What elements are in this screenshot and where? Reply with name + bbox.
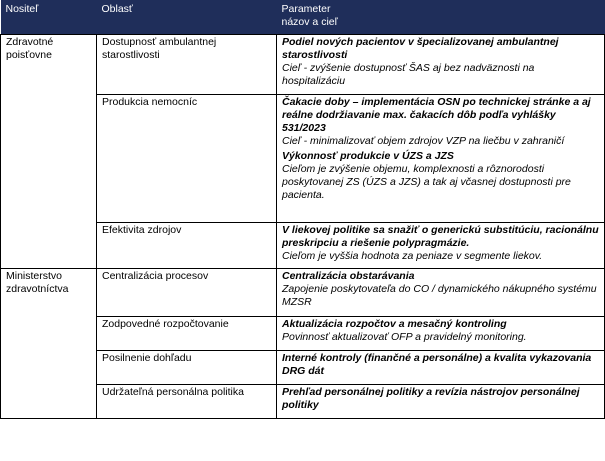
- area-cell: Produkcia nemocníc: [97, 95, 277, 223]
- parameter-title: Čakacie doby – implementácia OSN po technickej stránke a aj reálne dodržiavanie max. čakacích dôb podľa vyhlášky 531/2023: [282, 96, 591, 134]
- area-cell: Zodpovedné rozpočtovanie: [97, 317, 277, 351]
- parameter-goal: Cieľom je zvýšenie objemu, komplexnosti a rôznorodosti poskytovanej ZS (ÚZS a JZS) a tak aj včasnej dostupnosti pre pacienta.: [282, 163, 571, 201]
- parameter-cell: [277, 269, 605, 317]
- area-cell: Dostupnosť ambulantnej starostlivosti: [97, 35, 277, 95]
- parameter-goal: Povinnosť aktualizovať OFP a pravidelný monitoring.: [282, 331, 527, 343]
- parameter-cell: [277, 223, 605, 269]
- header-carrier: Nositeľ: [1, 0, 97, 35]
- parameter-cell: [277, 35, 605, 95]
- table-row: [1, 35, 605, 95]
- parameter-title: Interné kontroly (finančné a personálne) a kvalita vykazovania DRG dát: [282, 352, 592, 377]
- parameter-title: Výkonnosť produkcie v ÚZS a JZS: [282, 150, 454, 162]
- area-cell: Posilnenie dohľadu: [97, 351, 277, 385]
- parameter-goal: Zapojenie poskytovateľa do CO / dynamického nákupného systému MZSR: [282, 283, 597, 308]
- header-parameter-line2: názov a cieľ: [281, 16, 338, 28]
- parameter-title: Centralizácia obstarávania: [282, 270, 415, 282]
- parameter-goal: Cieľ - minimalizovať objem zdrojov VZP na liečbu v zahraničí: [282, 135, 565, 147]
- parameter-title: Aktualizácia rozpočtov a mesačný kontroling: [282, 318, 507, 330]
- area-cell: Efektivita zdrojov: [97, 223, 277, 269]
- table-row: [1, 385, 605, 419]
- parameter-title: Prehľad personálnej politiky a revízia nástrojov personálnej politiky: [282, 386, 580, 411]
- header-row: [1, 0, 605, 35]
- parameter-cell: [277, 317, 605, 351]
- parameter-goal: Cieľom je vyššia hodnota za peniaze v segmente liekov.: [282, 250, 543, 262]
- parameter-cell: [277, 95, 605, 223]
- parameter-cell: [277, 385, 605, 419]
- parameter-goal: Cieľ - zvýšenie dostupnosť ŠAS aj bez nadväznosti na hospitalizáciu: [282, 62, 535, 87]
- header-parameter: [277, 0, 605, 35]
- table-row: [1, 317, 605, 351]
- table-row: [1, 351, 605, 385]
- header-parameter-line1: Parameter: [281, 3, 331, 15]
- carrier-cell: Zdravotné poisťovne: [1, 35, 97, 95]
- parameter-title: V liekovej politike sa snažiť o generickú substitúciu, racionálnu preskripciu a riešenie polypragmázie.: [282, 224, 599, 249]
- carrier-cell: Ministerstvo zdravotníctva: [1, 269, 97, 317]
- area-cell: Centralizácia procesov: [97, 269, 277, 317]
- table-row: [1, 95, 605, 223]
- header-area: Oblasť: [97, 0, 277, 35]
- parameter-title: Podiel nových pacientov v špecializovanej ambulantnej starostlivosti: [282, 36, 559, 61]
- parameter-cell: [277, 351, 605, 385]
- area-cell: Udržateľná personálna politika: [97, 385, 277, 419]
- table-row: [1, 223, 605, 269]
- table-row: [1, 269, 605, 317]
